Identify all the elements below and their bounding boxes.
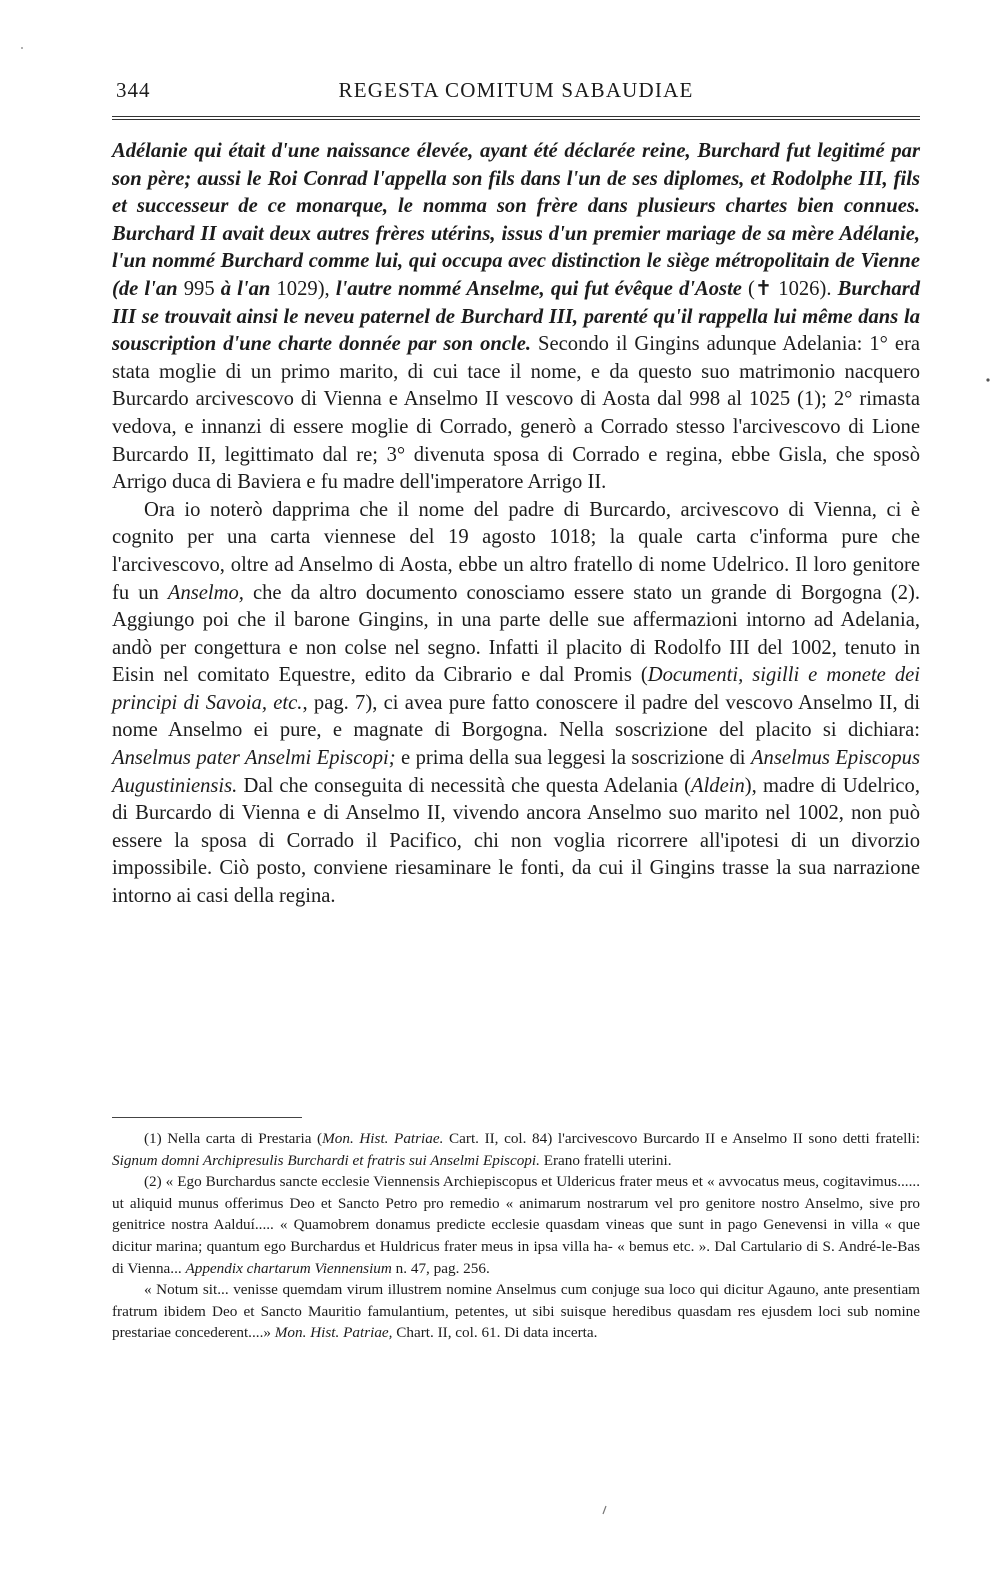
text-run: Chart. II, col. 61. Di data incerta. <box>392 1324 598 1342</box>
footnote-1 <box>112 1128 920 1171</box>
french-quote: Burchard III se trouvait ainsi le neveu paternel de Burchard III, parenté qu'il rappella lui même dans la souscription d'une charte donnée par son oncle. <box>112 277 921 356</box>
italic-run: Appendix chartarum Viennensium <box>185 1259 392 1277</box>
text-run: 1029), <box>270 277 336 300</box>
italic-run: Signum domni Archipresulis Burchardi et fratris sui Anselmi Episcopi. <box>112 1151 540 1169</box>
footnote-rule <box>112 1117 302 1118</box>
text-run: (2) « Ego Burchardus sancte ecclesie Viennensis Archiepiscopus et Uldericus frater meus et « avvocatus meus, cogitavimus...... ut aliquid munus offerimus Deo et Sancto Petro pro remedio « animarum nostrarum vel pro genitore nostro Anselmo, sive pro genitrice nostra Aalduí..... « Quamobrem donamus predicte ecclesie quasdam vineas que sunt in pago Genevensi in villa « que dicitur marina; quantum ego Burchardus et Huldricus frater meus in ipsa villa ha- « bemus etc. ». Dal Cartulario di S. André-le-Bas di Vienna... <box>112 1173 920 1277</box>
text-run: e prima della sua leggesi la soscrizione di <box>395 747 751 770</box>
page-header <box>112 78 920 112</box>
main-text <box>112 138 920 911</box>
text-run: Cart. II, col. 84) l'arcivescovo Burcardo II e Anselmo II sono detti fratelli: <box>443 1130 921 1147</box>
italic-run: Anselmo, <box>167 581 244 604</box>
italic-run: Anselmus pater Anselmi Episcopi; <box>112 747 396 770</box>
running-title: REGESTA COMITUM SABAUDIAE <box>338 78 694 102</box>
italic-run: Documenti, sigilli e monete dei principi di Savoia, etc. <box>112 664 920 714</box>
text-run: « Notum sit... venisse quemdam virum illustrem nomine Anselmus cum conjuge sua loco qui dicitur Agauno, ante presentiam fratrum ibidem Deo et Sancto Mauritio famulantium, petentes, ut sibi suisque heredibus quasdam res ejusdem loci sub nomine prestariae concederent....» <box>112 1281 920 1342</box>
header-rule <box>112 116 920 120</box>
italic-run: Mon. Hist. Patriae. <box>322 1130 444 1147</box>
paragraph-2 <box>112 497 920 911</box>
text-run: Ora io noterò dapprima che il nome del padre di Burcardo, arcivescovo di Vienna, ci è cognito per una carta viennese del 19 agosto 1018; la quale carta c'informa pure che l'arcivescovo, oltre ad Anselmo di Aosta, ebbe un altro fratello di nome Udelrico. Il loro genitore fu un <box>112 498 920 604</box>
text-run: Dal che conseguita di necessità che questa Adelania ( <box>237 774 691 797</box>
footnote-2 <box>112 1171 920 1279</box>
paragraph-1 <box>112 138 920 497</box>
italic-run: Mon. Hist. Patriae, <box>274 1324 393 1342</box>
french-quote: Adélanie qui était d'une naissance élevée, ayant été déclarée reine, Burchard fut legitimé par son père; aussi le Roi Conrad l'appella son fils dans l'un de ses diplomes, et Rodolphe III, fils et successeur de ce monarque, le nomma son frère dans plusieurs chartes bien connues. Burchard II avait deux autres frères utérins, issus d'un premier mariage de sa mère Adélanie, l'un nommé Burchard comme lui, qui occupa avec distinction le siège métropolitain de Vienne (de l'an <box>112 140 920 300</box>
french-quote: l'autre nommé Anselme, qui fut évêque d'Aoste <box>335 277 742 300</box>
page-number: 344 <box>116 78 151 102</box>
text-run: Erano fratelli uterini. <box>539 1151 672 1169</box>
footnotes <box>112 1128 920 1344</box>
french-quote: à l'an <box>220 277 271 300</box>
text-run: ), madre di Udelrico, di Burcardo di Vienna e di Anselmo II, vivendo ancora Anselmo suo marito nel 1002, non può essere la sposa di Corrado il Pacifico, chi non voglia ricorrere all'ipotesi di un divorzio impossibile. Ciò posto, conviene riesaminare le fonti, da cui il Gingins trasse la sua narrazione intorno ai casi della regina. <box>112 774 920 908</box>
italic-run: Aldein <box>690 774 745 797</box>
text-run: Secondo il Gingins adunque Adelania: 1° era stata moglie di un primo marito, di cui tace il nome, e da questo suo matrimonio nacquero Burcardo arcivescovo di Vienna e Anselmo II vescovo di Aosta dal 998 al 1025 (1); 2° rimasta vedova, e innanzi di essere moglie di Corrado, generò a Corrado stesso l'arcivescovo di Lione Burcardo II, legittimato dal re; 3° divenuta sposa di Corrado e regina, ebbe Gisla, che sposò Arrigo duca di Baviera e fu madre dell'imperatore Arrigo II. <box>112 333 920 494</box>
text-run: che da altro documento conosciamo essere stato un grande di Borgogna (2). Aggiungo poi che il barone Gingins, in una parte delle sue affermazioni intorno ad Adelania, andò per congettura e non colse nel segno. Infatti il placito di Rodolfo III del 1002, tenuto in Eisin nel comitato Equestre, edito da Cibrario e dal Promis ( <box>112 581 921 687</box>
text-run: 995 <box>177 277 221 300</box>
text-run: , pag. 7), ci avea pure fatto conoscere il padre del vescovo Anselmo II, di nome Anselmo ei pure, e magnate di Borgogna. Nella soscrizione del placito si dichiara: <box>112 691 920 742</box>
text-run: n. 47, pag. 256. <box>391 1259 490 1277</box>
italic-run: Anselmus Episcopus Augustiniensis. <box>112 747 920 797</box>
text-run: (1) Nella carta di Prestaria ( <box>144 1130 323 1147</box>
text-run: (✝ 1026). <box>741 277 838 300</box>
footnote-2-continued <box>112 1279 920 1344</box>
